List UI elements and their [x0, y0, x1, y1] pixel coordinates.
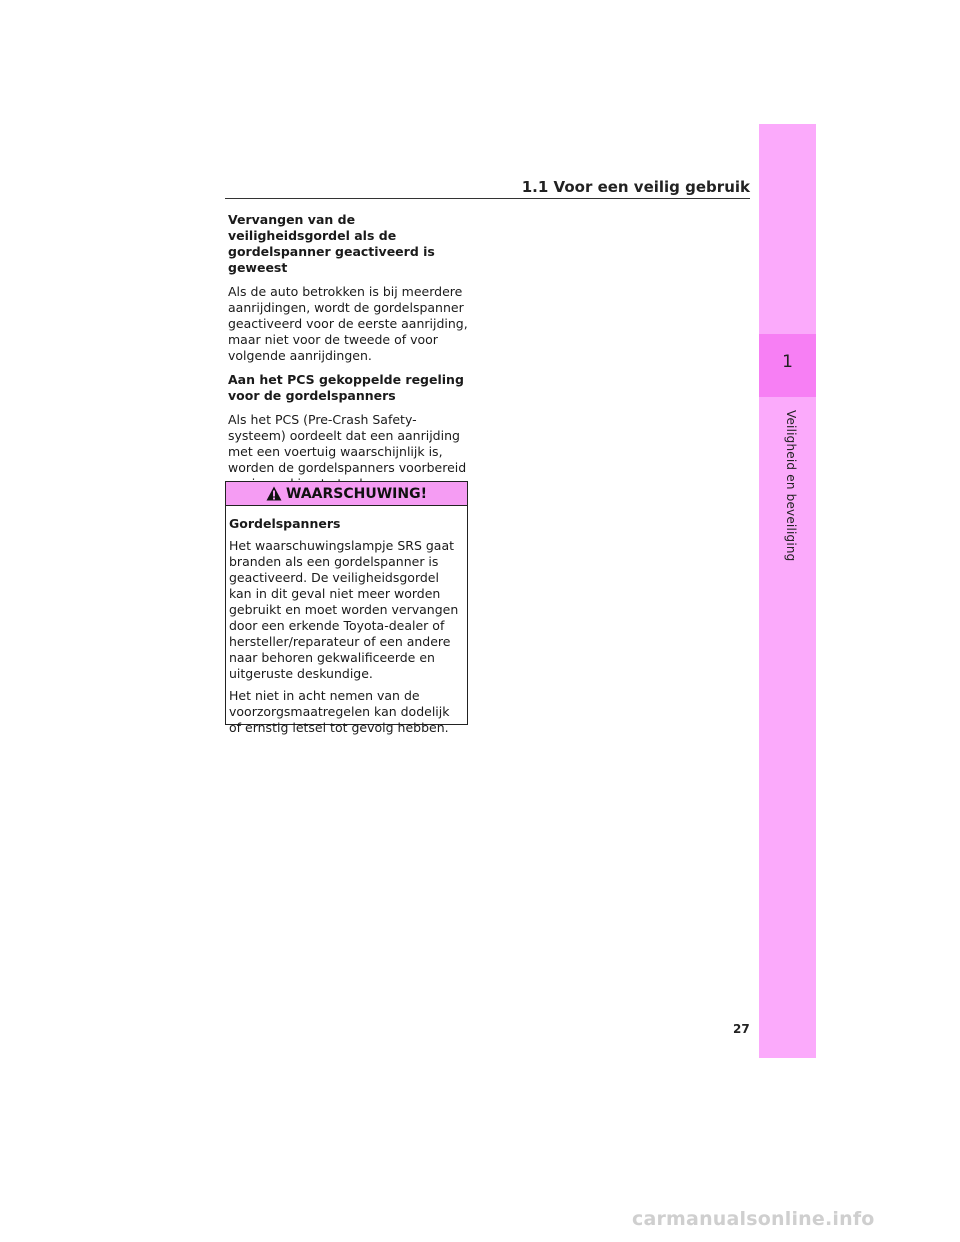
warning-body [226, 506, 467, 736]
header-divider [225, 198, 750, 199]
warning-header [226, 482, 467, 506]
subheading-seatbelt-replacement: Vervangen van de veiligheidsgordel als de gordelspanner geactiveerd is geweest [228, 212, 435, 275]
subheading-pcs-linked: Aan het PCS gekoppelde regeling voor de gordelspanners [228, 372, 464, 403]
warning-triangle-icon [266, 486, 282, 501]
paragraph-pcs: Als het PCS (Pre-Crash Safety-systeem) oordeelt dat een aanrijding met een voertuig waarschijnlijk is, worden de gordelspanners voorbereid [228, 412, 467, 475]
warning-paragraph-2: Het niet in acht nemen van de voorzorgsmaatregelen kan dodelijk of ernstig letsel tot gevolg hebben. [229, 688, 450, 735]
main-column [228, 212, 473, 500]
chapter-label: Veiligheid en beveiliging [784, 410, 798, 562]
paragraph-multiple-collisions: Als de auto betrokken is bij meerdere aanrijdingen, wordt de gordelspanner geactiveerd voor de eerste aanrijding, maar niet voor de tweede of voor volgende aanrijdingen. [228, 284, 468, 363]
warning-box [225, 481, 468, 735]
watermark: carmanualsonline.info [632, 1208, 875, 1230]
warning-paragraph-1: Het waarschuwingslampje SRS gaat branden als een gordelspanner is geactiveerd. De veiligheidsgordel kan in dit geval niet meer worden gebruikt en moet worden vervangen door een erkende Toyota-dealer of hersteller/reparateur of een andere naar behoren gekwalificeerde en uitgeruste deskundige. [229, 538, 459, 681]
page-number: 27 [733, 1022, 750, 1036]
chapter-side-tab[interactable] [759, 124, 816, 1058]
warning-title: WAARSCHUWING! [286, 485, 427, 502]
chapter-number: 1 [782, 352, 793, 372]
warning-subheading: Gordelspanners [229, 516, 341, 531]
section-title: 1.1 Voor een veilig gebruik [521, 178, 750, 196]
